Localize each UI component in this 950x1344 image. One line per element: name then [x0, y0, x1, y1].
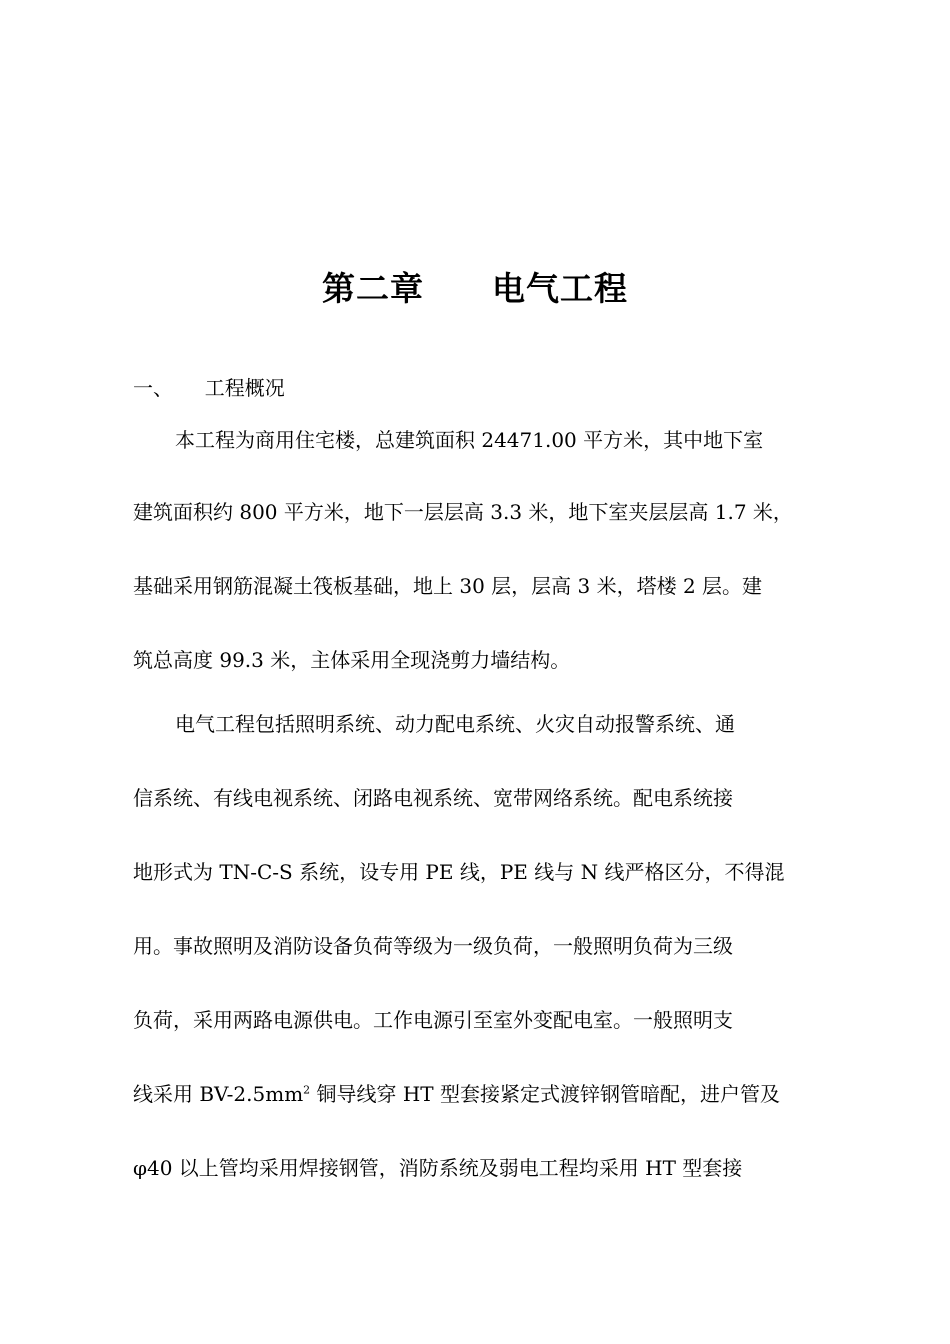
paragraph-line: 地形式为 TN-C-S 系统，设专用 PE 线，PE 线与 N 线严格区分，不得混	[133, 860, 785, 884]
paragraph-line: 电气工程包括照明系统、动力配电系统、火灾自动报警系统、通	[175, 712, 735, 736]
line-text-before-superscript: 线采用 BV-2.5mm	[133, 1082, 304, 1106]
section-number: 一、	[133, 376, 173, 400]
paragraph-line: 用。事故照明及消防设备负荷等级为一级负荷，一般照明负荷为三级	[133, 934, 733, 958]
paragraph-line: 基础采用钢筋混凝土筏板基础，地上 30 层，层高 3 米，塔楼 2 层。建	[133, 574, 763, 598]
paragraph-line: 负荷，采用两路电源供电。工作电源引至室外变配电室。一般照明支	[133, 1008, 733, 1032]
paragraph-line: 筑总高度 99.3 米，主体采用全现浇剪力墙结构。	[133, 648, 571, 672]
paragraph-line: 本工程为商用住宅楼，总建筑面积 24471.00 平方米，其中地下室	[175, 428, 764, 452]
section-title: 工程概况	[204, 376, 285, 400]
paragraph-line: 信系统、有线电视系统、闭路电视系统、宽带网络系统。配电系统接	[133, 786, 733, 810]
paragraph-line: 建筑面积约 800 平方米，地下一层层高 3.3 米，地下室夹层层高 1.7 米，	[133, 500, 793, 524]
chapter-title: 第二章 电气工程	[322, 269, 628, 308]
line-text-after-superscript: 铜导线穿 HT 型套接紧定式渡锌钢管暗配，进户管及	[310, 1082, 781, 1106]
section-heading	[133, 374, 285, 402]
superscript-2: 2	[303, 1083, 311, 1097]
paragraph-line: φ40 以上管均采用焊接钢管，消防系统及弱电工程均采用 HT 型套接	[133, 1156, 743, 1180]
paragraph-line	[133, 1080, 780, 1108]
